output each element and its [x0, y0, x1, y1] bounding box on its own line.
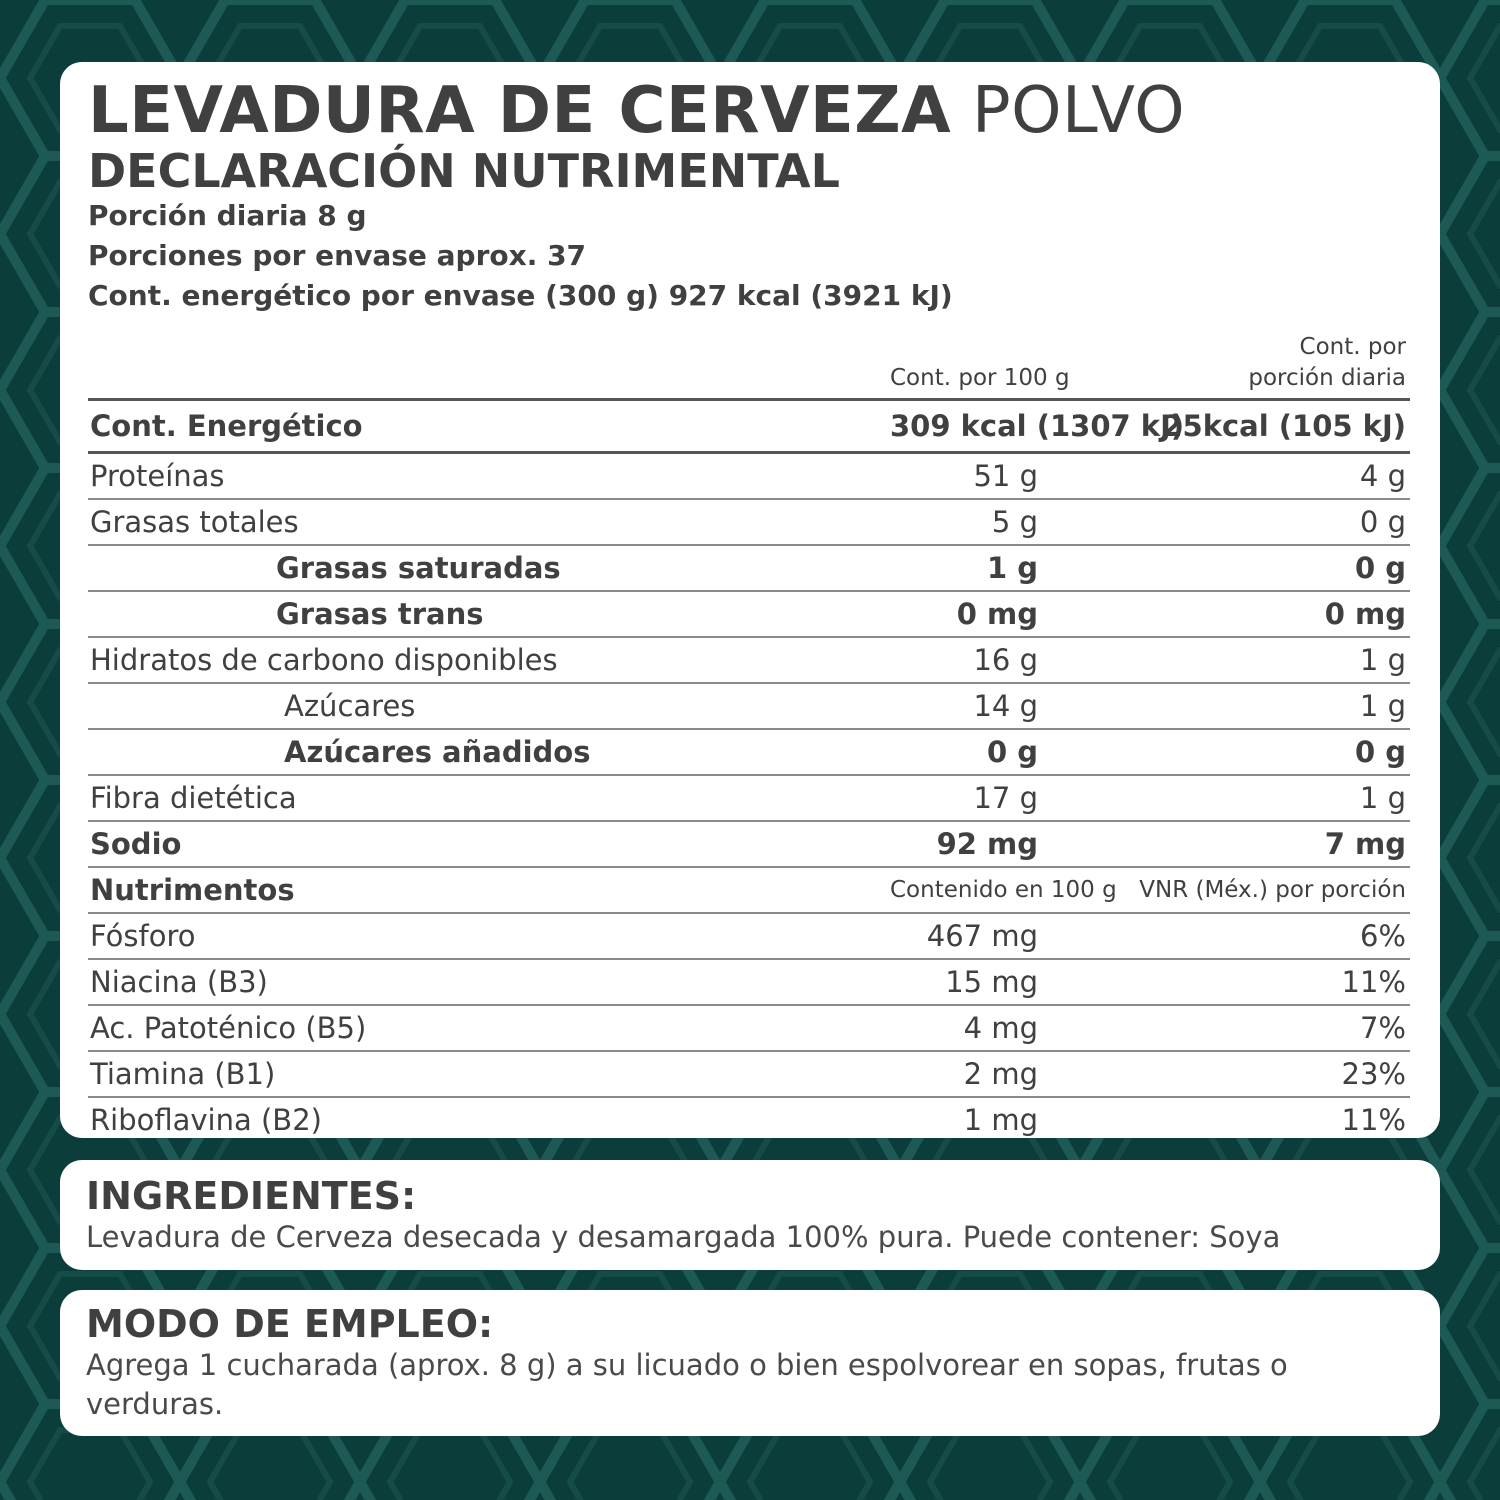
nutrition-table [88, 332, 1410, 1142]
table-row: Grasas saturadas 1 g 0 g [88, 545, 1410, 591]
serving-size: Porción diaria 8 g [88, 199, 367, 232]
nutrition-facts-card [60, 62, 1440, 1138]
usage-text: Agrega 1 cucharada (aprox. 8 g) a su licuado o bien espolvorear en sopas, frutas o verduras. [86, 1348, 1288, 1421]
empty-header-cell [88, 332, 888, 400]
table-header-row [88, 332, 1410, 400]
table-row: Riboflavina (B2) 1 mg 11% [90, 1103, 1406, 1137]
usage-card [60, 1290, 1440, 1436]
table-row: Fibra dietética 17 g 1 g [88, 775, 1410, 821]
energy-row [88, 400, 1410, 453]
energy-per-serving: 25kcal (105 kJ) [1042, 400, 1410, 453]
table-row: Tiamina (B1) 2 mg 23% [88, 1051, 1410, 1097]
nutrition-declaration-heading: DECLARACIÓN NUTRIMENTAL [88, 144, 840, 198]
per-100g-header: Cont. por 100 g [888, 332, 1042, 400]
ingredients-text: Levadura de Cerveza desecada y desamargada 100% pura. Puede contener: Soya [86, 1220, 1281, 1254]
table-row: Ac. Patoténico (B5) 4 mg 7% [88, 1005, 1410, 1051]
product-name: LEVADURA DE CERVEZA [88, 74, 952, 148]
table-row: Azúcares añadidos 0 g 0 g [88, 729, 1410, 775]
table-row: Proteínas 51 g 4 g [88, 453, 1410, 500]
product-title [88, 76, 1410, 146]
energy-per-100g: 309 kcal (1307 kJ) [888, 400, 1042, 453]
table-row: Hidratos de carbono disponibles 16 g 1 g [88, 637, 1410, 683]
nutrients-header-row: Nutrimentos Contenido en 100 g VNR (Méx.) por porción [88, 867, 1410, 913]
energy-per-container: Cont. energético por envase (300 g) 927 kcal (3921 kJ) [88, 279, 953, 312]
ingredients-title: INGREDIENTES: [86, 1174, 417, 1218]
energy-label: Cont. Energético [88, 400, 888, 453]
table-row: Sodio 92 mg 7 mg [88, 821, 1410, 867]
table-row: Niacina (B3) 15 mg 11% [88, 959, 1410, 1005]
product-form: POLVO [972, 74, 1186, 148]
ingredients-card [60, 1160, 1440, 1270]
table-row: Grasas trans 0 mg 0 mg [88, 591, 1410, 637]
table-row: Azúcares 14 g 1 g [88, 683, 1410, 729]
table-row: Fósforo 467 mg 6% [88, 913, 1410, 959]
per-serving-header: Cont. por porción diaria [1042, 332, 1410, 400]
table-row: Grasas totales 5 g 0 g [88, 499, 1410, 545]
servings-per-container: Porciones por envase aprox. 37 [88, 239, 587, 272]
usage-title: MODO DE EMPLEO: [86, 1302, 494, 1346]
